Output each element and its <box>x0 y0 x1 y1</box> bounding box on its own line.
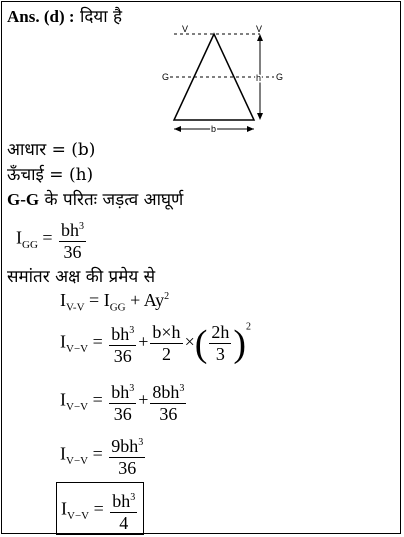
eq3-f1-den: 36 <box>113 346 132 366</box>
eq2-b-sub: GG <box>109 301 126 314</box>
eq3-f1-sup: 3 <box>129 325 135 336</box>
height-arrow-top <box>257 34 263 41</box>
eq2-b: = I <box>84 290 110 310</box>
eq3-lhs: I <box>60 331 66 352</box>
eq6-num: bh <box>112 491 131 511</box>
height-arrow-bottom <box>257 113 263 120</box>
eq3-frac1 <box>109 320 136 367</box>
equation-substitution: $I_{V-V}$ = $\frac{bh^3}{36}$ + $\frac{b\times h}{2}$ ×( $\frac{2h}{3}$ )$^2$ <box>60 321 252 366</box>
equation-combined: $I_{V-V}$ = $\frac{9bh^3}{36}$ <box>60 432 147 479</box>
answer-label: Ans. (d) : <box>7 7 75 26</box>
eq5-num: 9bh <box>111 436 139 456</box>
eq4-f1-num: bh <box>111 382 130 402</box>
eq3-f2-den: 2 <box>161 344 171 364</box>
eq6-den: 4 <box>119 513 129 533</box>
eq1-num: bh <box>61 220 80 240</box>
eq6-lhs-sub: V−V <box>67 510 90 523</box>
eq4-f1-sup: 3 <box>129 383 135 394</box>
moment-heading-text: के परितः जड़त्व आघूर्ण <box>44 190 184 210</box>
eq4-f2-den: 36 <box>159 404 178 424</box>
eq2-a-sub: V-V <box>66 301 85 314</box>
eq3-f3-num: 2h <box>211 322 230 342</box>
eq2-c: + Ay <box>125 290 165 310</box>
eq4-frac2 <box>150 378 186 425</box>
eq4-lhs-sub: V−V <box>66 401 89 414</box>
triangle-diagram <box>160 20 290 135</box>
eq3-frac2 <box>150 322 182 365</box>
eq3-frac3 <box>209 322 231 365</box>
eq6-lhs: I <box>61 498 67 519</box>
eq1-num-sup: 3 <box>79 221 85 232</box>
label-v-left: V <box>182 24 189 34</box>
label-h: h <box>256 73 262 83</box>
equation-final-result: $I_{V-V}$ = $\frac{bh^3}{4}$ <box>56 482 144 535</box>
label-v-right: V <box>256 24 263 34</box>
eq3-f2-num: b×h <box>152 322 181 342</box>
answer-given: दिया है <box>79 7 123 27</box>
base-arrow-right <box>247 126 254 132</box>
eq5-lhs-sub: V−V <box>66 455 89 468</box>
eq2-c-sup: 2 <box>164 291 170 302</box>
eq1-den: 36 <box>63 242 82 262</box>
label-g-left: G <box>162 72 170 82</box>
eq5-num-sup: 3 <box>138 437 144 448</box>
eq6-num-sup: 3 <box>130 492 136 503</box>
label-b: b <box>211 124 217 134</box>
base-arrow-left <box>174 126 181 132</box>
eq4-f2-sup: 3 <box>179 383 185 394</box>
theorem-line: समांतर अक्ष की प्रमेय से <box>7 267 156 287</box>
eq4-f2-num: 8bh <box>152 382 180 402</box>
eq4-f1-den: 36 <box>113 404 132 424</box>
eq2-a: I <box>60 290 66 310</box>
moment-heading <box>7 187 183 210</box>
eq4-lhs: I <box>60 389 66 410</box>
eq6-fraction <box>110 487 137 534</box>
given-base: आधार = (b) <box>7 140 96 160</box>
eq5-lhs: I <box>60 443 66 464</box>
equation-parallel-axis <box>60 290 169 314</box>
eq1-fraction <box>59 216 86 263</box>
eq1-lhs-sub: GG <box>22 239 38 252</box>
eq3-paren-close: ) <box>233 322 247 365</box>
eq4-frac1 <box>109 378 136 425</box>
equation-igg: $I_{GG}$ = $\frac{bh^3}{36}$ <box>16 216 88 263</box>
eq5-fraction <box>109 432 145 479</box>
given-height: ऊँचाई = (h) <box>7 165 94 185</box>
answer-header <box>7 4 122 27</box>
eq1-lhs: I <box>16 227 22 248</box>
label-g-right: G <box>276 72 284 82</box>
equation-simplified: $I_{V-V}$ = $\frac{bh^3}{36}$ + $\frac{8bh^3}{36}$ <box>60 378 188 425</box>
eq3-f1-num: bh <box>111 324 130 344</box>
eq3-lhs-sub: V−V <box>66 343 89 356</box>
eq3-f3-den: 3 <box>215 344 225 364</box>
eq3-outer-sup: 2 <box>246 321 252 333</box>
eq3-paren-open: ( <box>194 322 208 365</box>
moment-axis-label: G-G <box>7 190 40 209</box>
eq5-den: 36 <box>118 458 137 478</box>
